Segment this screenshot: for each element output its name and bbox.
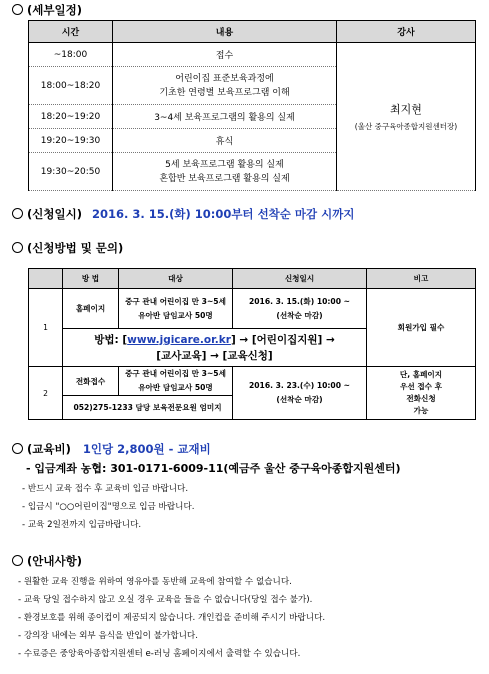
schedule-content: 5세 보육프로그램 활용의 실제 혼합반 보육프로그램 활용의 실제 (113, 153, 337, 191)
apply-how-cell: 방법: [www.jgicare.or.kr] → [어린이집지원] → [교사교육] → [교육신청] (63, 329, 367, 367)
schedule-content: 접수 (113, 43, 337, 67)
schedule-time: 18:20~19:20 (29, 105, 113, 129)
note-member-signup: 회원가입 필수 (367, 289, 476, 367)
phone-contact: 052)275-1233 담당 보육전문요원 엄미지 (63, 396, 233, 420)
schedule-content: 3~4세 보육프로그램의 활용의 실제 (113, 105, 337, 129)
apply-header-target: 대상 (119, 269, 233, 289)
notice-item: - 원활한 교육 진행을 위하여 영유아를 동반해 교육에 참여할 수 없습니다. (18, 577, 292, 587)
schedule-header-time: 시간 (29, 21, 113, 43)
schedule-time: 19:30~20:50 (29, 153, 113, 191)
section-heading-schedule: (세부일정) (12, 2, 82, 18)
apply-header-num (29, 269, 63, 289)
note-phone: 단, 홈페이지 우선 접수 후 전화신청 가능 (367, 367, 476, 420)
schedule-content: 어린이집 표준보육과정에 기초한 연령별 보육프로그램 이해 (113, 67, 337, 105)
circle-bullet-icon (12, 242, 23, 253)
apply-date-value: 2016. 3. 15.(화) 10:00부터 (91, 207, 254, 221)
date-cell: 2016. 3. 15.(화) 10:00 ~ (선착순 마감) (233, 289, 367, 329)
section-heading-notice: (안내사항) (12, 553, 82, 569)
apply-header-note: 비고 (367, 269, 476, 289)
target-cell: 중구 관내 어린이집 만 3~5세 유아반 담임교사 50명 (119, 367, 233, 396)
fee-account: - 입금계좌 농협: 301-0171-6009-11(예금주 울산 중구육아종합지원센터) (26, 462, 401, 475)
notice-item: - 환경보호를 위해 종이컵이 제공되지 않습니다. 개인컵을 준비해 주시기 바랍니다. (18, 613, 326, 623)
schedule-time: 19:20~19:30 (29, 129, 113, 153)
section-heading-apply-method: (신청방법 및 문의) (12, 240, 123, 256)
method-homepage: 홈페이지 (63, 289, 119, 329)
fee-note: - 반드시 교육 접수 후 교육비 입금 바랍니다. (22, 484, 189, 494)
schedule-content: 휴식 (113, 129, 337, 153)
schedule-header-content: 내용 (113, 21, 337, 43)
section-heading-fee: (교육비) 1인당 2,800원 - 교재비 (12, 441, 211, 457)
instructor-cell (337, 43, 476, 191)
apply-table (28, 268, 476, 420)
schedule-row (29, 43, 476, 67)
fee-note: - 입금시 "○○어린이집"명으로 입금 바랍니다. (22, 502, 195, 512)
method-phone: 전화접수 (63, 367, 119, 396)
notice-item: - 수료증은 중앙육아종합지원센터 e-러닝 홈페이지에서 출력할 수 있습니다. (18, 649, 301, 659)
notice-item: - 교육 당일 접수하지 않고 오실 경우 교육을 들을 수 없습니다(당일 접수 불가). (18, 595, 313, 605)
circle-bullet-icon (12, 4, 23, 15)
notice-item: - 강의장 내에는 외부 음식을 반입이 불가합니다. (18, 631, 198, 641)
target-cell: 중구 관내 어린이집 만 3~5세 유아반 담임교사 50명 (119, 289, 233, 329)
row-number: 2 (29, 367, 63, 420)
schedule-header-instructor: 강사 (337, 21, 476, 43)
circle-bullet-icon (12, 208, 23, 219)
fee-amount: 1인당 2,800원 - 교재비 (82, 442, 211, 456)
homepage-link[interactable]: www.jgicare.or.kr (127, 333, 231, 346)
circle-bullet-icon (12, 555, 23, 566)
apply-row-phone (29, 367, 476, 396)
instructor-affiliation: (울산 중구육아종합지원센터장) (354, 122, 458, 131)
apply-header-method: 방 법 (63, 269, 119, 289)
apply-header-date: 신청일시 (233, 269, 367, 289)
schedule-table (28, 20, 476, 191)
apply-date-rest: 선착순 마감 시까지 (257, 207, 355, 221)
section-heading-apply-date: (신청일시) 2016. 3. 15.(화) 10:00부터 선착순 마감 시까지 (12, 206, 354, 222)
instructor-name: 최지현 (390, 103, 422, 116)
circle-bullet-icon (12, 443, 23, 454)
schedule-time: 18:00~18:20 (29, 67, 113, 105)
schedule-time: ~18:00 (29, 43, 113, 67)
apply-row-homepage (29, 289, 476, 329)
date-cell: 2016. 3. 23.(수) 10:00 ~ (선착순 마감) (233, 367, 367, 420)
row-number: 1 (29, 289, 63, 367)
fee-note: - 교육 2일전까지 입금바랍니다. (22, 520, 142, 530)
